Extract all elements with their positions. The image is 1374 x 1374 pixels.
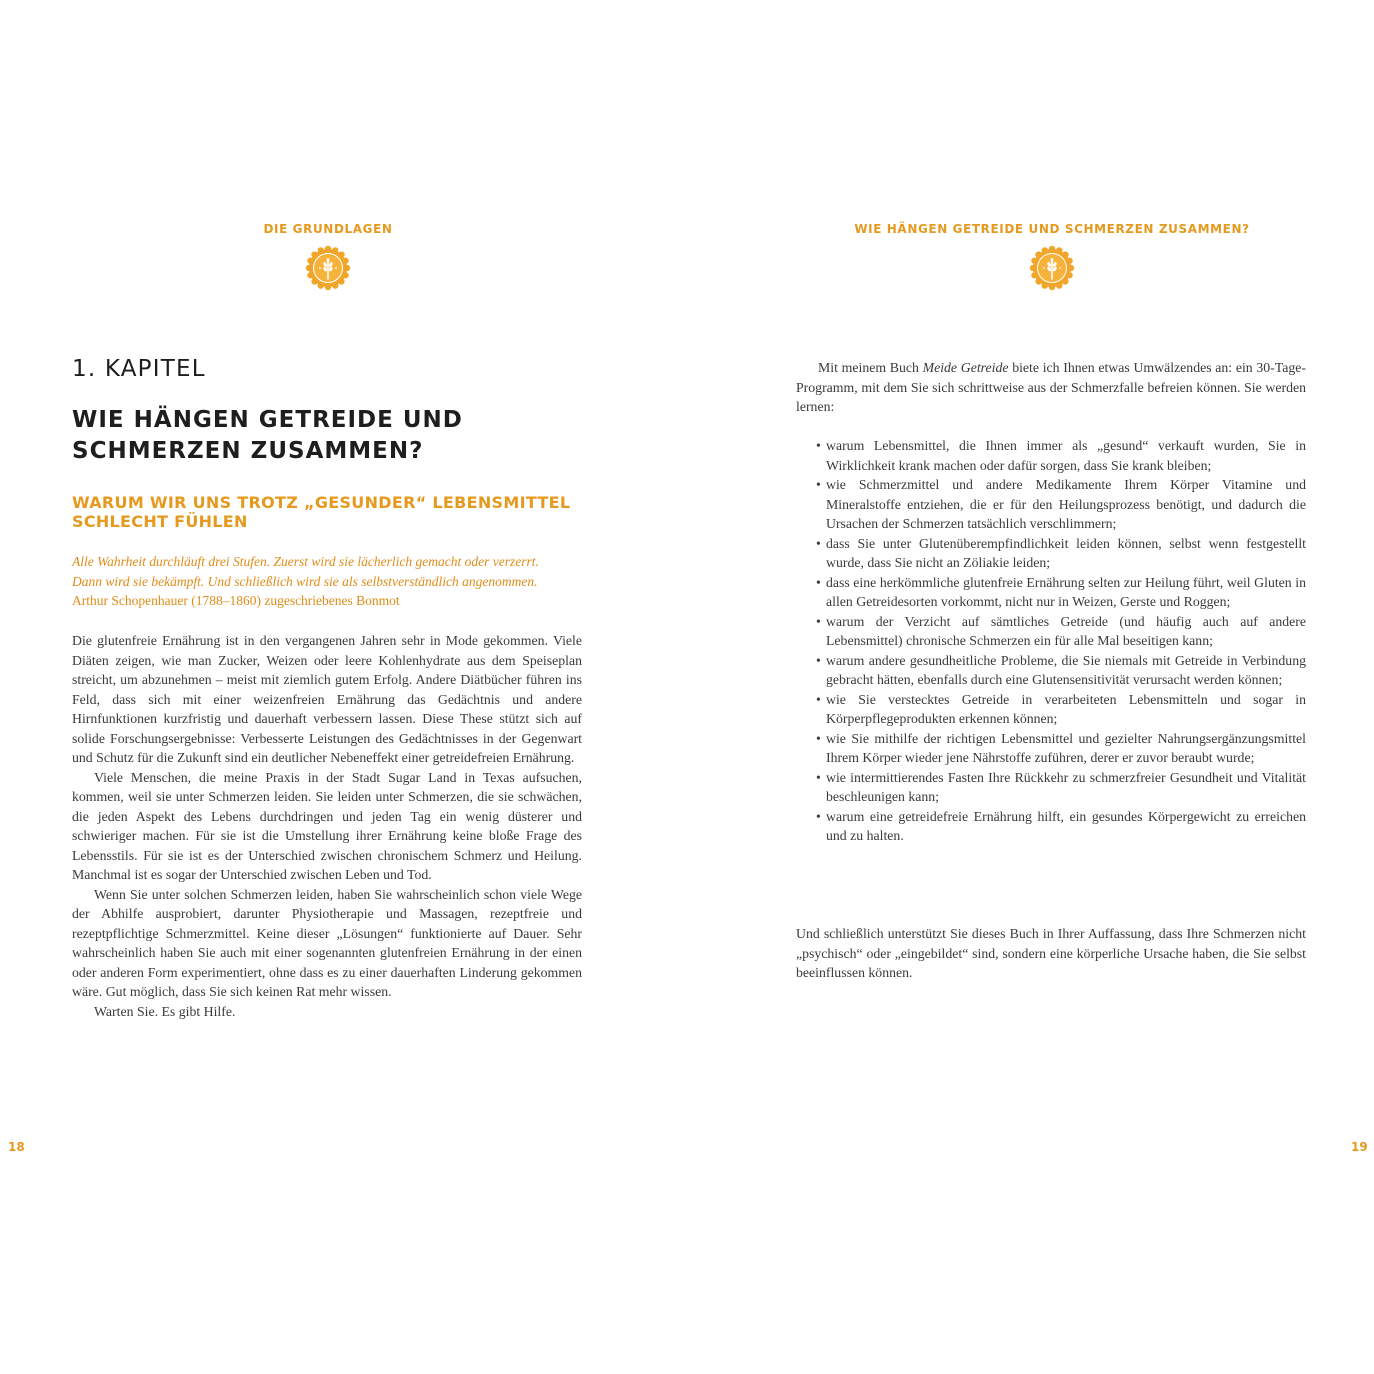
- bullet-marker: •: [816, 438, 821, 453]
- bullet-marker: •: [816, 769, 821, 785]
- list-item: • wie Sie verstecktes Getreide in verarbeiteten Lebensmitteln und sogar in Körperpflegeprodukten erkennen können;: [816, 691, 1306, 726]
- epigraph: [72, 552, 592, 611]
- bullet-marker: •: [816, 691, 821, 707]
- bullet-list: [816, 436, 1306, 846]
- paragraph: Warten Sie. Es gibt Hilfe.: [94, 1003, 236, 1019]
- list-item: • dass eine herkömmliche glutenfreie Ernährung selten zur Heilung führt, weil Gluten in allen Getreidesorten vorkommt, nicht nur in Weizen, Gerste und Roggen;: [816, 574, 1306, 609]
- epigraph-source: Arthur Schopenhauer (1788–1860) zugeschriebenes Bonmot: [72, 593, 400, 608]
- body-text: [72, 631, 582, 1021]
- paragraph: Wenn Sie unter solchen Schmerzen leiden, haben Sie wahrscheinlich schon viele Wege der Abhilfe ausprobiert, darunter Physiotherapie und Massagen, rezeptfreie und rezeptpflichtige Schmerzmittel. Keine dieser „Lösungen“ funktionierte auf Dauer. Sehr wahrscheinlich haben Sie auch mit einer sogenannten glutenfreien Ernährung in der einen oder anderen Form experimentiert, ohne dass es zu einer dauerhaften Linderung gekommen wäre. Gut möglich, dass Sie sich keinen Rat mehr wissen.: [72, 886, 582, 999]
- list-item: • wie Schmerzmittel und andere Medikamente Ihrem Körper Vitamine und Mineralstoffe entziehen, die er für den Heilungsprozess benötigt, und dadurch die Ursachen der Schmerzen tatsächlich verschlimmern;: [816, 477, 1306, 531]
- bullet-marker: •: [816, 730, 821, 746]
- paragraph: Die glutenfreie Ernährung ist in den vergangenen Jahren sehr in Mode gekommen. Viele Diäten zeigen, wie man Zucker, Weizen oder leere Kohlenhydrate aus dem Speiseplan streicht, um abzunehmen – meist mit ziemlich gutem Erfolg. Andere Diätbücher führen ins Feld, dass sich mit einer weizenfreien Ernährung das Gedächtnis und andere Hirnfunktionen kurzfristig und dauerhaft verbessern lassen. Diese These stützt sich auf solide Forschungsergebnisse: Verbesserte Leistungen des Gedächtnisses in der Gegenwart und Schutz für die Zukunft sind ein deutlicher Nebeneffekt einer getreidefreien Ernährung.: [72, 633, 582, 765]
- epigraph-quote-line: Alle Wahrheit durchläuft drei Stufen. Zuerst wird sie lächerlich gemacht oder verzerrt.: [72, 554, 539, 569]
- wheat-icon: [304, 244, 352, 292]
- list-item: • warum Lebensmittel, die Ihnen immer als „gesund“ verkauft wurden, Sie in Wirklichkeit krank machen oder dafür sorgen, dass Sie krank bleiben;: [816, 438, 1306, 473]
- running-head: WIE HÄNGEN GETREIDE UND SCHMERZEN ZUSAMMEN?: [854, 222, 1250, 236]
- bullet-marker: •: [816, 613, 821, 629]
- page-number: 18: [8, 1140, 25, 1154]
- intro-text: Mit meinem Buch: [818, 360, 923, 375]
- page-number: 19: [1351, 1140, 1368, 1154]
- list-item: • warum andere gesundheitliche Probleme, die Sie niemals mit Getreide in Verbindung gebracht hätten, ebenfalls durch eine Glutensensitivität verursacht werden können;: [816, 652, 1306, 687]
- bullet-marker: •: [816, 535, 821, 551]
- wheat-icon: [1028, 244, 1076, 292]
- paragraph: Und schließlich unterstützt Sie dieses Buch in Ihrer Auffassung, dass Ihre Schmerzen nicht „psychisch“ oder „eingebildet“ sind, sondern eine körperliche Ursache haben, die Sie selbst beeinflussen können.: [796, 926, 1306, 980]
- list-item: • warum der Verzicht auf sämtliches Getreide (und häufig auch auf andere Lebensmittel) chronische Schmerzen ein für alle Mal beseitigen kann;: [816, 613, 1306, 648]
- book-title: Meide Getreide: [922, 360, 1009, 375]
- section-title: WARUM WIR UNS TROTZ „GESUNDER“ LEBENSMITTEL SCHLECHT FÜHLEN: [72, 493, 571, 531]
- bullet-marker: •: [816, 652, 821, 668]
- bullet-marker: •: [816, 808, 821, 824]
- list-item: • wie Sie mithilfe der richtigen Lebensmittel und gezielter Nahrungsergänzungsmittel Ihrem Körper wieder jene Nährstoffe zuführen, derer er zuvor beraubt wurde;: [816, 730, 1306, 765]
- paragraph: Viele Menschen, die meine Praxis in der Stadt Sugar Land in Texas aufsuchen, kommen, weil sie unter Schmerzen leiden. Sie leiden unter Schmerzen, die sie schwächen, die jeden Aspekt des Lebens durchdringen und jeden Tag ein wenig düsterer und schwieriger machen. Für sie ist die Umstellung ihrer Ernährung keine bloße Frage des Lebensstils. Für sie ist es der Unterschied zwischen chronischem Schmerz und Heilung. Manchmal ist es sogar der Unterschied zwischen Leben und Tod.: [72, 769, 582, 882]
- right-page: [687, 0, 1374, 1374]
- chapter-title: WIE HÄNGEN GETREIDE UND SCHMERZEN ZUSAMMEN?: [72, 407, 463, 464]
- list-item: • dass Sie unter Glutenüberempfindlichkeit leiden können, selbst wenn festgestellt wurde, dass Sie nicht an Zöliakie leiden;: [816, 535, 1306, 570]
- closing-paragraph: [796, 924, 1306, 983]
- intro-text: biete ich Ihnen etwas Umwälzendes an: ein 30-Tage-Programm, mit dem Sie sich schrittweise aus der Schmerzfalle befreien können. Sie werden lernen:: [796, 360, 1306, 414]
- epigraph-quote-line: Dann wird sie bekämpft. Und schließlich wird sie als selbstverständlich angenommen.: [72, 573, 538, 589]
- bullet-marker: •: [816, 477, 821, 492]
- chapter-label: 1. KAPITEL: [72, 356, 206, 382]
- list-item: • warum eine getreidefreie Ernährung hilft, ein gesundes Körpergewicht zu erreichen und zu halten.: [816, 808, 1306, 843]
- list-item: • wie intermittierendes Fasten Ihre Rückkehr zu schmerzfreier Gesundheit und Vitalität beschleunigen kann;: [816, 769, 1306, 804]
- running-head: DIE GRUNDLAGEN: [263, 222, 393, 236]
- intro-paragraph: [796, 358, 1306, 417]
- bullet-marker: •: [816, 574, 821, 590]
